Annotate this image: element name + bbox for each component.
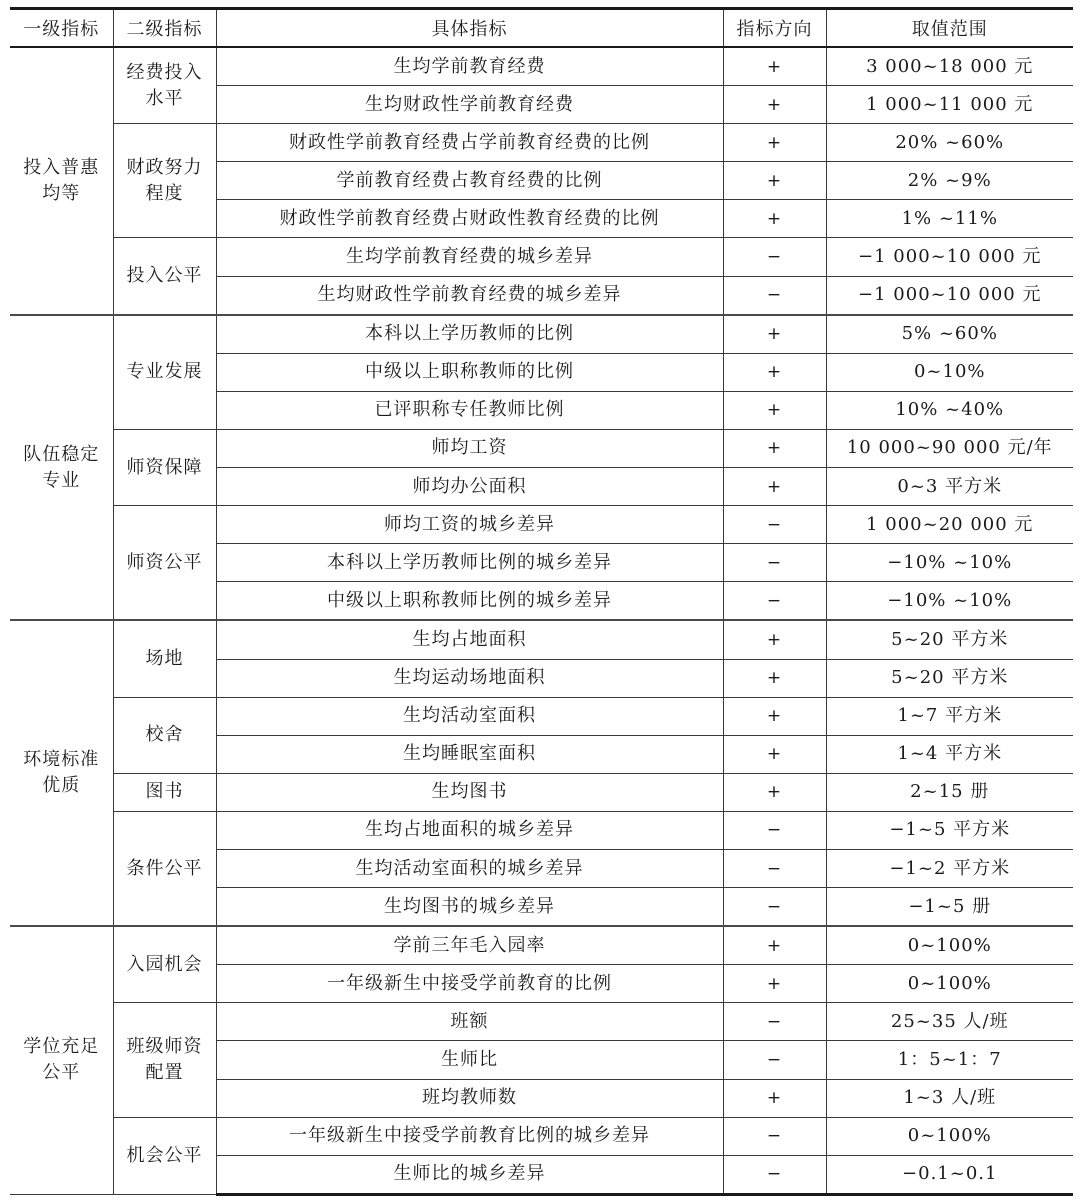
direction-cell: − [723,544,826,582]
indicator-cell: 生均运动场地面积 [216,659,723,697]
indicator-cell: 生均活动室面积的城乡差异 [216,849,723,887]
indicator-cell: 师均办公面积 [216,468,723,506]
direction-cell: + [723,162,826,200]
indicator-cell: 师均工资 [216,429,723,467]
direction-cell: − [723,1041,826,1079]
table-header [10,9,1073,48]
table-row [10,773,1073,811]
level2-cell: 条件公平 [113,811,216,926]
indicator-cell: 一年级新生中接受学前教育的比例 [216,965,723,1003]
range-cell: 2% ~9% [826,162,1073,200]
indicator-cell: 生师比 [216,1041,723,1079]
direction-cell: + [723,659,826,697]
direction-cell: + [723,315,826,354]
range-cell: −1 000~10 000 元 [826,238,1073,276]
indicator-cell: 本科以上学历教师比例的城乡差异 [216,544,723,582]
direction-cell: + [723,697,826,735]
table-row [10,124,1073,162]
direction-cell: − [723,1003,826,1041]
range-cell: −10% ~10% [826,544,1073,582]
table-row [10,429,1073,467]
header-indicator: 具体指标 [216,9,723,48]
direction-cell: + [723,468,826,506]
level2-cell: 校舍 [113,697,216,773]
indicator-cell: 财政性学前教育经费占财政性教育经费的比例 [216,200,723,238]
indicator-cell: 本科以上学历教师的比例 [216,315,723,354]
range-cell: 1~3 人/班 [826,1079,1073,1117]
level2-cell: 场地 [113,620,216,697]
indicator-cell: 班额 [216,1003,723,1041]
indicator-cell: 生均占地面积 [216,620,723,659]
range-cell: 5% ~60% [826,315,1073,354]
level2-cell: 机会公平 [113,1117,216,1194]
level2-cell: 经费投入 水平 [113,47,216,124]
range-cell: 3 000~18 000 元 [826,47,1073,86]
direction-cell: + [723,735,826,773]
range-cell: 2~15 册 [826,773,1073,811]
indicator-cell: 师均工资的城乡差异 [216,506,723,544]
indicator-cell: 生均学前教育经费 [216,47,723,86]
indicator-table-container [10,7,1073,1196]
table-row [10,238,1073,276]
direction-cell: + [723,773,826,811]
range-cell: 0~3 平方米 [826,468,1073,506]
direction-cell: + [723,620,826,659]
indicator-cell: 班均教师数 [216,1079,723,1117]
level2-cell: 图书 [113,773,216,811]
range-cell: −1~2 平方米 [826,849,1073,887]
level1-cell: 投入普惠 均等 [10,47,113,315]
indicator-cell: 生师比的城乡差异 [216,1155,723,1194]
indicator-cell: 生均图书 [216,773,723,811]
indicator-cell: 中级以上职称教师的比例 [216,353,723,391]
level2-cell: 专业发展 [113,315,216,430]
range-cell: 0~100% [826,926,1073,965]
header-level2: 二级指标 [113,9,216,48]
direction-cell: + [723,1079,826,1117]
range-cell: 5~20 平方米 [826,620,1073,659]
direction-cell: + [723,391,826,429]
range-cell: 25~35 人/班 [826,1003,1073,1041]
direction-cell: − [723,238,826,276]
direction-cell: − [723,506,826,544]
range-cell: −10% ~10% [826,582,1073,621]
header-row [10,9,1073,48]
range-cell: 1：5~1：7 [826,1041,1073,1079]
direction-cell: − [723,582,826,621]
direction-cell: − [723,1155,826,1194]
range-cell: 1% ~11% [826,200,1073,238]
range-cell: 0~10% [826,353,1073,391]
level2-cell: 师资公平 [113,506,216,621]
level2-cell: 投入公平 [113,238,216,315]
range-cell: −1 000~10 000 元 [826,276,1073,315]
level2-cell: 入园机会 [113,926,216,1003]
indicator-cell: 生均财政性学前教育经费 [216,86,723,124]
table-row [10,315,1073,354]
indicator-cell: 生均睡眠室面积 [216,735,723,773]
direction-cell: − [723,849,826,887]
table-row [10,1003,1073,1041]
indicator-cell: 生均图书的城乡差异 [216,888,723,927]
direction-cell: + [723,86,826,124]
range-cell: 1~4 平方米 [826,735,1073,773]
direction-cell: + [723,353,826,391]
table-row [10,697,1073,735]
range-cell: 10% ~40% [826,391,1073,429]
indicator-cell: 学前三年毛入园率 [216,926,723,965]
indicator-cell: 生均学前教育经费的城乡差异 [216,238,723,276]
indicator-cell: 学前教育经费占教育经费的比例 [216,162,723,200]
direction-cell: + [723,47,826,86]
direction-cell: − [723,888,826,927]
direction-cell: − [723,276,826,315]
indicator-cell: 生均占地面积的城乡差异 [216,811,723,849]
direction-cell: − [723,1117,826,1155]
table-row [10,47,1073,86]
table-row [10,620,1073,659]
level2-cell: 班级师资 配置 [113,1003,216,1117]
indicator-cell: 已评职称专任教师比例 [216,391,723,429]
level1-cell: 学位充足 公平 [10,926,113,1194]
range-cell: 5~20 平方米 [826,659,1073,697]
level1-cell: 队伍稳定 专业 [10,315,113,621]
range-cell: −1~5 平方米 [826,811,1073,849]
direction-cell: + [723,200,826,238]
range-cell: 1~7 平方米 [826,697,1073,735]
table-body [10,47,1073,1194]
table-row [10,1117,1073,1155]
indicator-table [10,7,1073,1196]
level2-cell: 财政努力 程度 [113,124,216,238]
table-row [10,926,1073,965]
indicator-cell: 财政性学前教育经费占学前教育经费的比例 [216,124,723,162]
header-level1: 一级指标 [10,9,113,48]
range-cell: 10 000~90 000 元/年 [826,429,1073,467]
header-direction: 指标方向 [723,9,826,48]
table-row [10,811,1073,849]
header-range: 取值范围 [826,9,1073,48]
range-cell: 0~100% [826,965,1073,1003]
range-cell: 1 000~11 000 元 [826,86,1073,124]
table-row [10,506,1073,544]
range-cell: −0.1~0.1 [826,1155,1073,1194]
range-cell: −1~5 册 [826,888,1073,927]
direction-cell: + [723,965,826,1003]
direction-cell: + [723,926,826,965]
range-cell: 1 000~20 000 元 [826,506,1073,544]
indicator-cell: 生均财政性学前教育经费的城乡差异 [216,276,723,315]
direction-cell: + [723,429,826,467]
level2-cell: 师资保障 [113,429,216,505]
range-cell: 20% ~60% [826,124,1073,162]
direction-cell: + [723,124,826,162]
indicator-cell: 中级以上职称教师比例的城乡差异 [216,582,723,621]
level1-cell: 环境标准 优质 [10,620,113,926]
indicator-cell: 一年级新生中接受学前教育比例的城乡差异 [216,1117,723,1155]
direction-cell: − [723,811,826,849]
indicator-cell: 生均活动室面积 [216,697,723,735]
range-cell: 0~100% [826,1117,1073,1155]
